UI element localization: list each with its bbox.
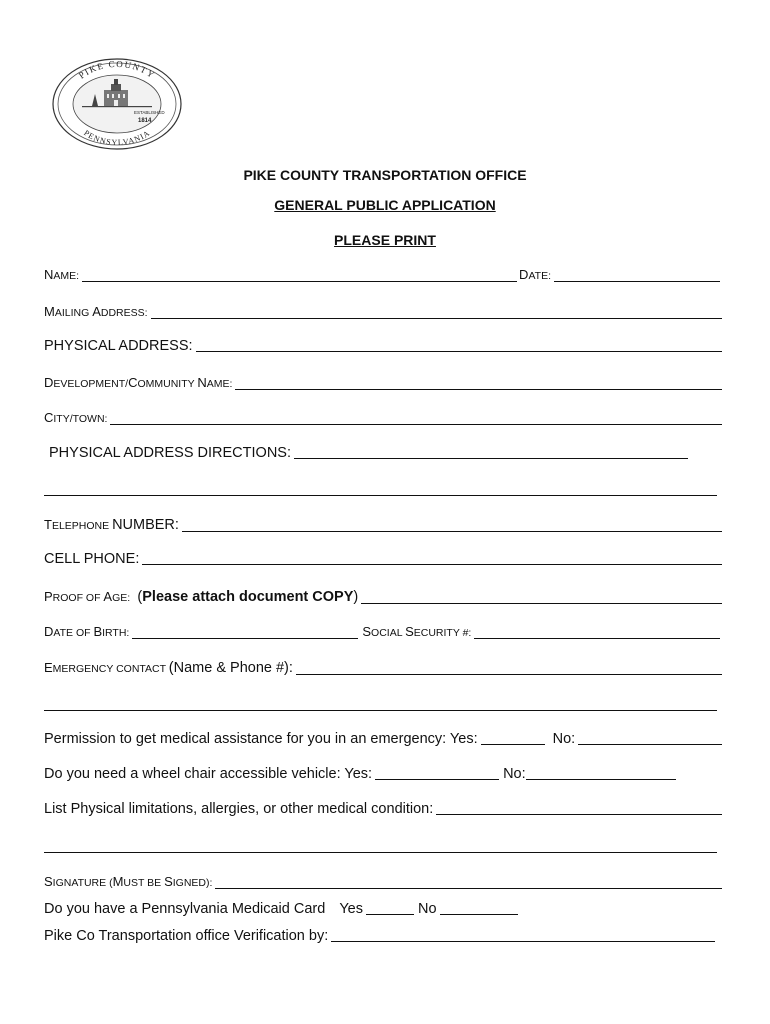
limitations-label: List Physical limitations, allergies, or other medical condition:	[44, 801, 434, 817]
medicaid-no-field[interactable]	[440, 901, 518, 915]
dob-field[interactable]	[132, 625, 358, 639]
directions-field[interactable]	[294, 445, 688, 459]
seal-ring-top: PIKE COUNTY	[76, 58, 158, 81]
name-field[interactable]	[82, 268, 517, 282]
date-field[interactable]	[554, 268, 720, 282]
emergency-label: EMERGENCY CONTACT (Name & Phone #):	[44, 660, 293, 676]
proof-of-age-field[interactable]	[361, 590, 722, 604]
telephone-field[interactable]	[182, 518, 722, 532]
permission-no-field[interactable]	[578, 731, 722, 745]
signature-field[interactable]	[215, 875, 722, 889]
permission-no-label: No:	[552, 731, 576, 747]
directions-label: PHYSICAL ADDRESS DIRECTIONS:	[49, 445, 291, 461]
emergency-field[interactable]	[296, 661, 722, 675]
wheelchair-no-label: No:	[503, 766, 526, 782]
directions-row	[49, 445, 690, 462]
name-date-row	[44, 266, 724, 285]
limitations-field[interactable]	[436, 801, 722, 815]
wheelchair-label: Do you need a wheel chair accessible vehicle: Yes:	[44, 766, 373, 782]
wheelchair-no-field[interactable]	[526, 766, 676, 780]
limitations-field-line-2[interactable]	[44, 852, 717, 853]
cell-phone-field[interactable]	[142, 551, 722, 565]
mailing-address-row	[44, 303, 724, 322]
dob-ssn-row	[44, 623, 722, 642]
proof-of-age-label: PROOF OF AGE: (Please attach document COPY)	[44, 589, 359, 605]
proof-of-age-row	[44, 588, 724, 607]
development-row	[44, 374, 724, 393]
medicaid-label: Do you have a Pennsylvania Medicaid Card	[44, 901, 326, 917]
emergency-row	[44, 659, 724, 678]
name-label: NAME:	[44, 267, 80, 282]
ssn-field[interactable]	[474, 625, 720, 639]
ssn-label: SOCIAL SECURITY #:	[362, 624, 472, 639]
medicaid-yes-label: Yes	[339, 901, 363, 917]
permission-row	[44, 731, 724, 748]
seal-established: ESTABLISHED	[134, 110, 165, 115]
physical-address-label: PHYSICAL ADDRESS:	[44, 338, 193, 354]
dob-label: DATE OF BIRTH:	[44, 624, 130, 639]
city-row	[44, 409, 724, 428]
city-label: CITY/TOWN:	[44, 410, 108, 425]
telephone-row	[44, 516, 724, 535]
date-label: DATE:	[519, 267, 551, 282]
cell-phone-label: CELL PHONE:	[44, 551, 140, 567]
please-print: PLEASE PRINT	[334, 232, 436, 248]
county-seal	[50, 56, 184, 152]
verification-row	[44, 928, 717, 945]
medicaid-row	[44, 901, 520, 918]
telephone-label: TELEPHONE NUMBER:	[44, 517, 179, 533]
physical-address-row	[44, 338, 724, 355]
verification-field[interactable]	[331, 928, 715, 942]
cell-phone-row	[44, 551, 724, 568]
development-field[interactable]	[235, 376, 722, 390]
city-field[interactable]	[110, 411, 722, 425]
limitations-row	[44, 801, 724, 818]
directions-field-line-2[interactable]	[44, 495, 717, 496]
permission-yes-field[interactable]	[481, 731, 545, 745]
office-title: PIKE COUNTY TRANSPORTATION OFFICE	[243, 167, 527, 183]
emergency-field-line-2[interactable]	[44, 710, 717, 711]
mailing-address-label: MAILING ADDRESS:	[44, 304, 148, 319]
verification-label: Pike Co Transportation office Verification by:	[44, 928, 329, 944]
wheelchair-yes-field[interactable]	[375, 766, 499, 780]
permission-label: Permission to get medical assistance for you in an emergency: Yes:	[44, 731, 478, 747]
signature-row	[44, 873, 724, 892]
medicaid-no-label: No	[417, 901, 437, 917]
development-label: DEVELOPMENT/COMMUNITY NAME:	[44, 375, 233, 390]
application-title: GENERAL PUBLIC APPLICATION	[274, 197, 496, 213]
physical-address-field[interactable]	[196, 338, 722, 352]
signature-label: SIGNATURE (MUST BE SIGNED):	[44, 874, 213, 889]
seal-ring-bottom: PENNSYLVANIA	[82, 128, 152, 148]
wheelchair-row	[44, 766, 678, 783]
seal-year: 1814	[138, 118, 152, 124]
mailing-address-field[interactable]	[151, 305, 722, 319]
medicaid-yes-field[interactable]	[366, 901, 414, 915]
